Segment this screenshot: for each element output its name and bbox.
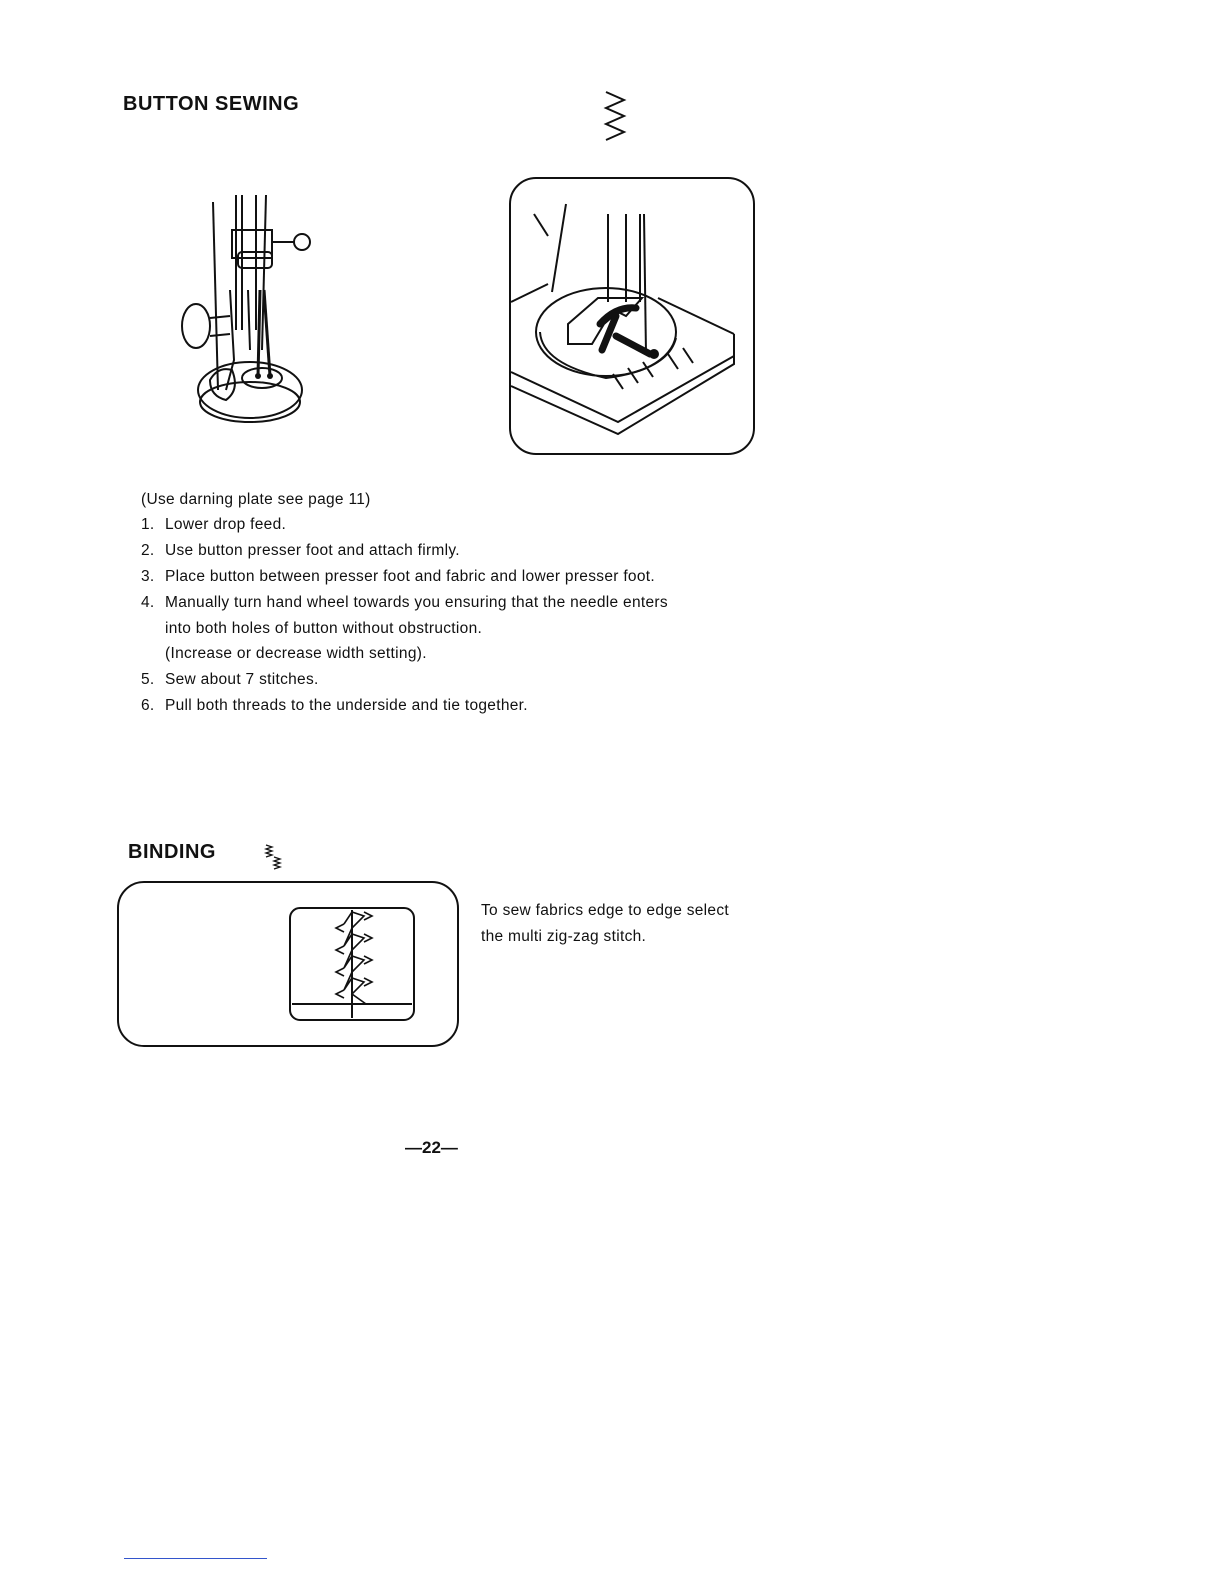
step-4-continuation: into both holes of button without obstruction. <box>165 620 483 637</box>
step-3 <box>141 564 761 590</box>
step-text: Pull both threads to the underside and tie together. <box>165 697 528 714</box>
step-number: 1. <box>141 516 155 533</box>
page-number: —22— <box>405 1138 458 1157</box>
step-number: 4. <box>141 594 155 611</box>
step-4 <box>141 590 761 616</box>
binding-illustration <box>116 880 461 1048</box>
step-number: 5. <box>141 671 155 688</box>
binding-instruction-line2: the multi zig-zag stitch. <box>481 928 647 945</box>
step-number: 2. <box>141 542 155 559</box>
step-text: Manually turn hand wheel towards you ensuring that the needle enters <box>165 594 668 611</box>
step-5 <box>141 667 761 693</box>
step-text: Lower drop feed. <box>165 516 287 533</box>
step-2 <box>141 538 761 564</box>
binding-title: BINDING <box>128 841 216 863</box>
darning-plate-note: (Use darning plate see page 11) <box>141 491 371 508</box>
button-presser-foot-illustration <box>170 190 330 440</box>
step-6 <box>141 693 761 719</box>
step-number: 6. <box>141 697 155 714</box>
step-4-width-note: (Increase or decrease width setting). <box>165 645 427 662</box>
binding-instruction-line1: To sew fabrics edge to edge select <box>481 902 730 919</box>
step-text: Use button presser foot and attach firmly. <box>165 542 460 559</box>
darning-plate-illustration <box>508 174 758 459</box>
bottom-rule-divider <box>124 1558 267 1559</box>
step-text: Place button between presser foot and fabric and lower presser foot. <box>165 568 655 585</box>
button-sewing-title: BUTTON SEWING <box>123 93 300 115</box>
step-number: 3. <box>141 568 155 585</box>
multi-zigzag-stitch-icon <box>262 843 284 873</box>
step-1 <box>141 512 761 538</box>
step-text: Sew about 7 stitches. <box>165 671 319 688</box>
zigzag-stitch-icon <box>600 88 630 146</box>
